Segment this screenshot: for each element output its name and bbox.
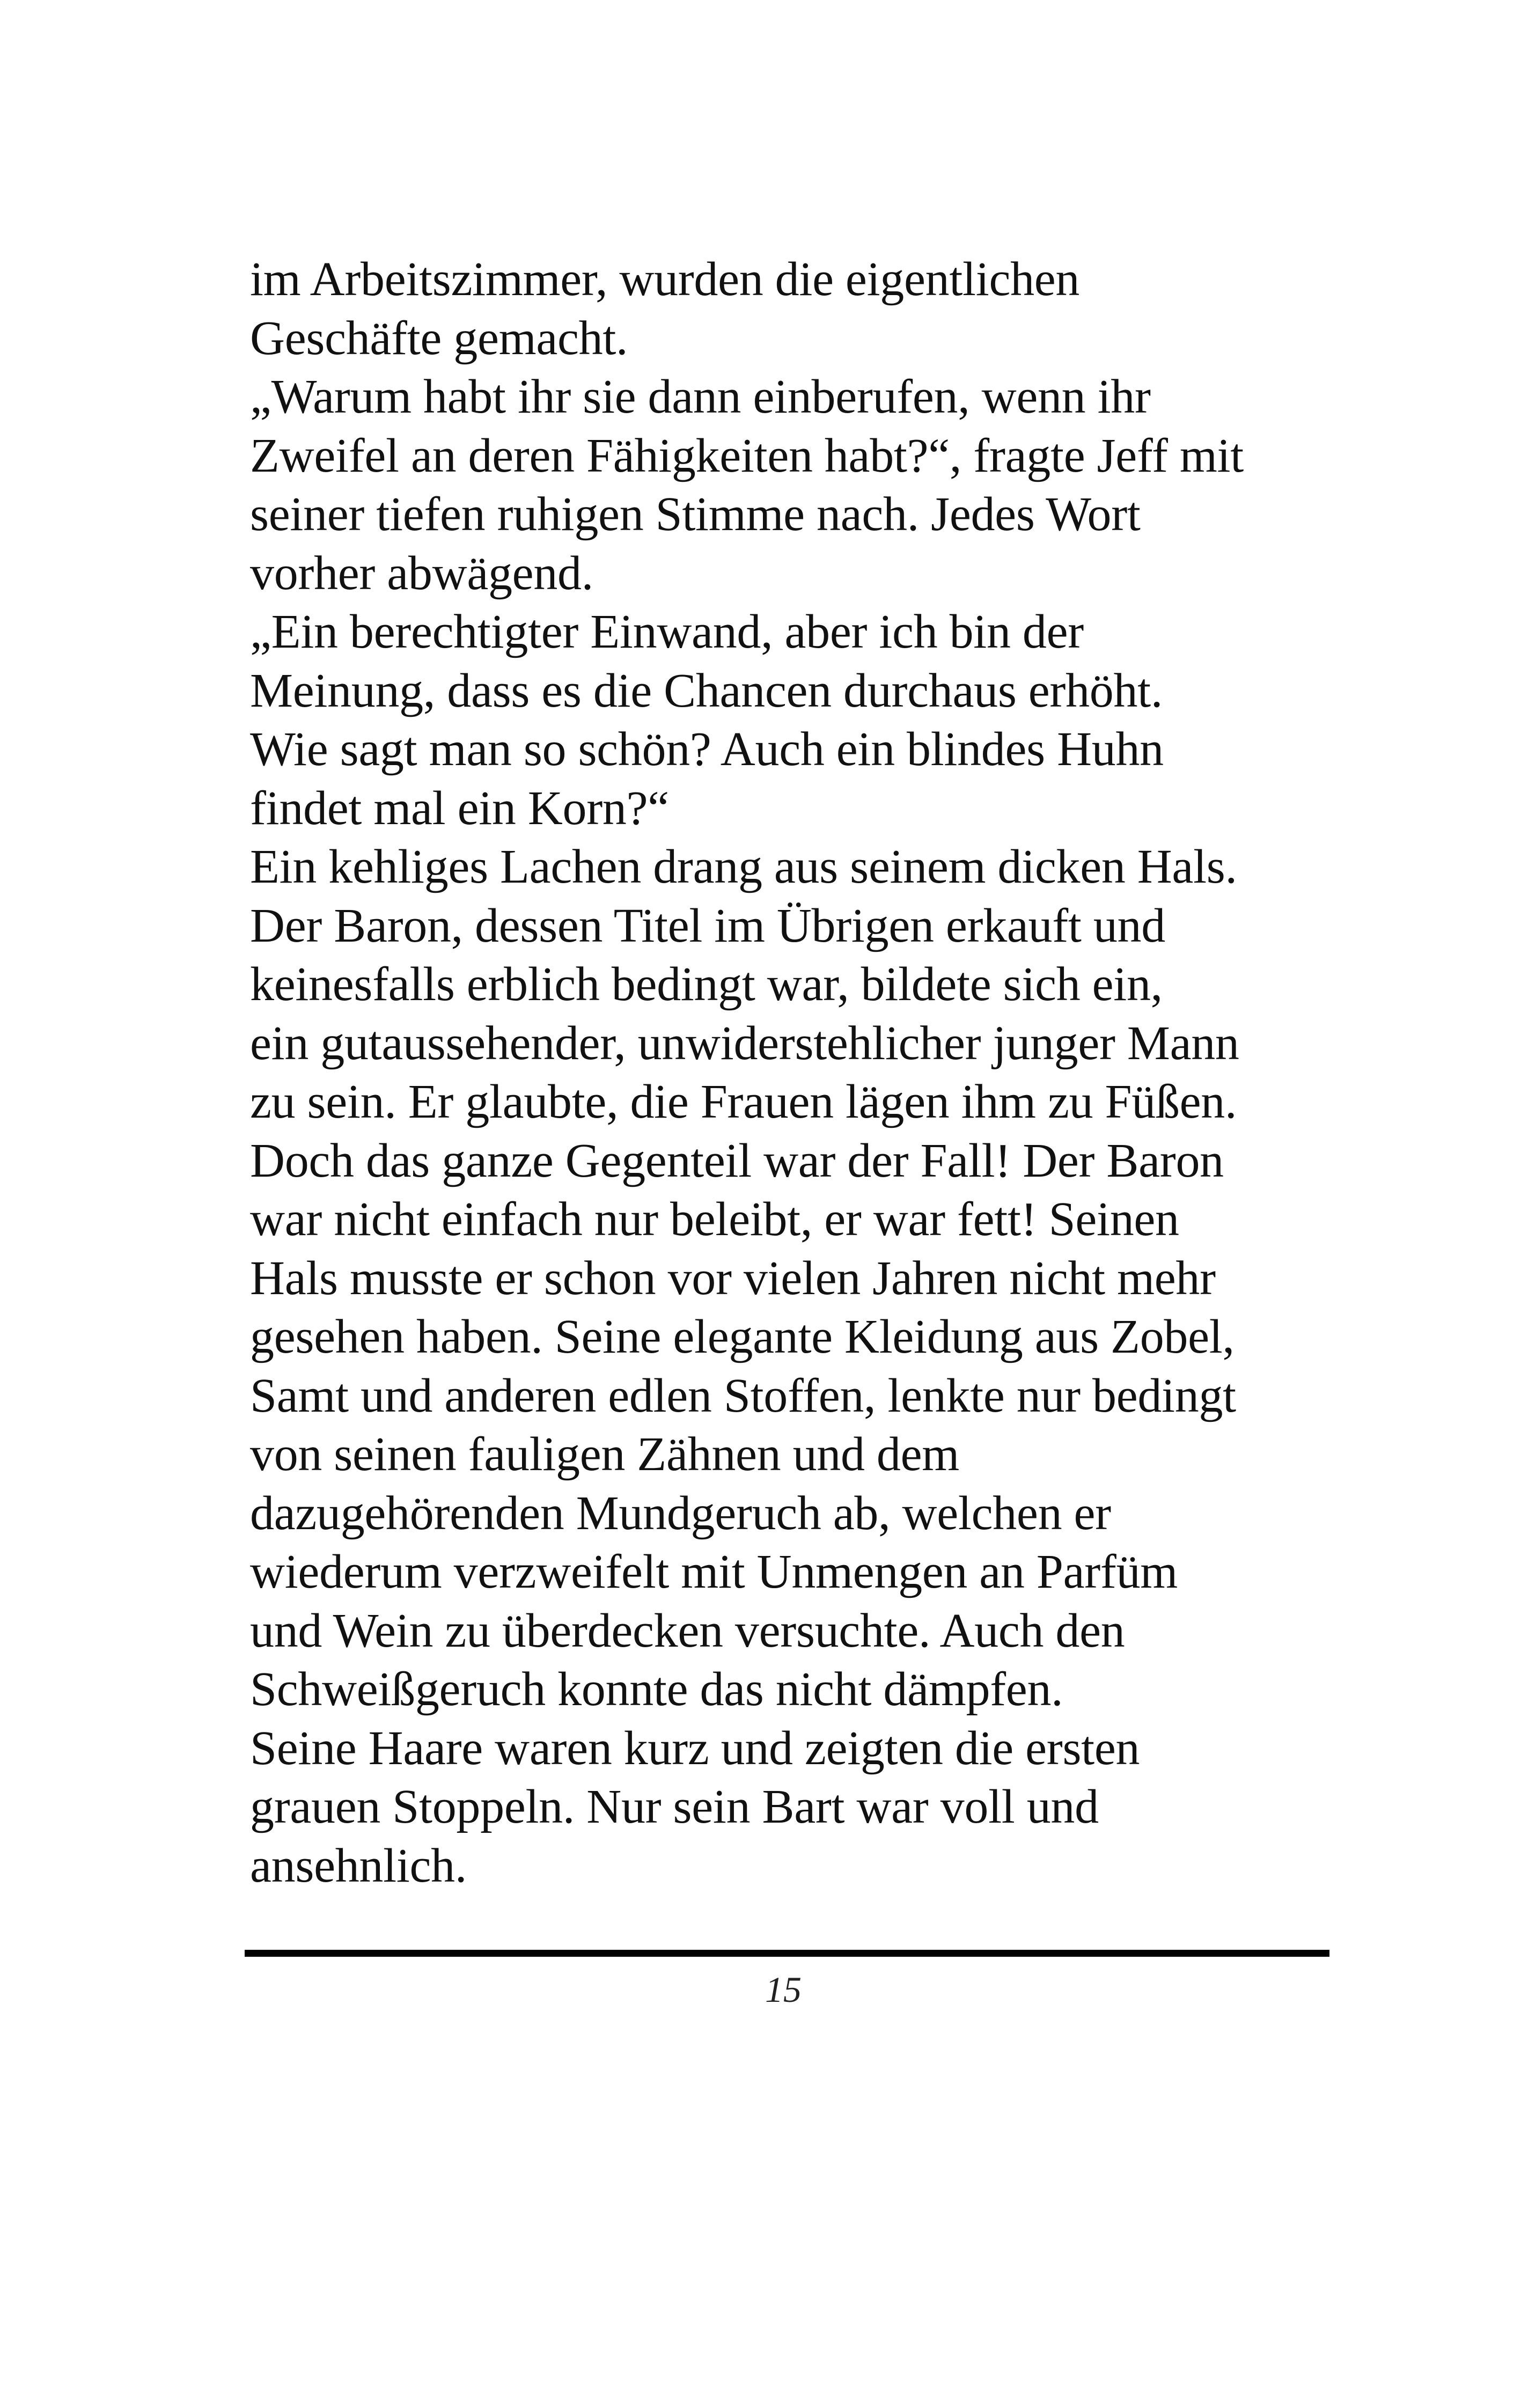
text-line: ein gutaussehender, unwiderstehlicher junger Mann — [250, 1016, 1239, 1070]
text-line: Ein kehliges Lachen drang aus seinem dicken Hals. — [250, 840, 1237, 893]
text-line: ansehnlich. — [250, 1839, 467, 1892]
text-line: im Arbeitszimmer, wurden die eigentlichen — [250, 253, 1080, 306]
text-line: „Ein berechtigter Einwand, aber ich bin der — [250, 605, 1084, 658]
text-line: vorher abwägend. — [250, 546, 593, 600]
text-line: von seinen fauligen Zähnen und dem — [250, 1428, 959, 1481]
text-line: Wie sagt man so schön? Auch ein blindes Huhn — [250, 723, 1164, 776]
text-line: grauen Stoppeln. Nur sein Bart war voll und — [250, 1780, 1099, 1833]
text-line: dazugehörenden Mundgeruch ab, welchen er — [250, 1486, 1111, 1540]
text-line: Meinung, dass es die Chancen durchaus erhöht. — [250, 664, 1163, 717]
text-line: Samt und anderen edlen Stoffen, lenkte nur bedingt — [250, 1369, 1236, 1422]
text-line: gesehen haben. Seine elegante Kleidung aus Zobel, — [250, 1310, 1235, 1363]
text-line: Doch das ganze Gegenteil war der Fall! Der Baron — [250, 1134, 1224, 1187]
text-line: und Wein zu überdecken versuchte. Auch den — [250, 1604, 1125, 1657]
text-line: findet mal ein Korn?“ — [250, 781, 669, 835]
text-line: wiederum verzweifelt mit Unmengen an Parfüm — [250, 1545, 1178, 1598]
text-line: Seine Haare waren kurz und zeigten die ersten — [250, 1721, 1140, 1775]
text-line: Der Baron, dessen Titel im Übrigen erkauft und — [250, 899, 1165, 952]
body-text — [250, 250, 1328, 1895]
text-line: Geschäfte gemacht. — [250, 311, 628, 365]
footer-rule — [245, 1950, 1329, 1957]
text-line: Schweißgeruch konnte das nicht dämpfen. — [250, 1663, 1063, 1716]
text-line: war nicht einfach nur beleibt, er war fett! Seinen — [250, 1193, 1179, 1246]
text-line: „Warum habt ihr sie dann einberufen, wenn ihr — [250, 370, 1151, 423]
text-line: seiner tiefen ruhigen Stimme nach. Jedes Wort — [250, 488, 1141, 541]
page-number: 15 — [765, 1969, 802, 2010]
text-line: Hals musste er schon vor vielen Jahren nicht mehr — [250, 1251, 1216, 1305]
text-line: Zweifel an deren Fähigkeiten habt?“, fragte Jeff mit — [250, 429, 1244, 482]
text-line: keinesfalls erblich bedingt war, bildete sich ein, — [250, 958, 1163, 1011]
text-line: zu sein. Er glaubte, die Frauen lägen ihm zu Füßen. — [250, 1075, 1237, 1128]
